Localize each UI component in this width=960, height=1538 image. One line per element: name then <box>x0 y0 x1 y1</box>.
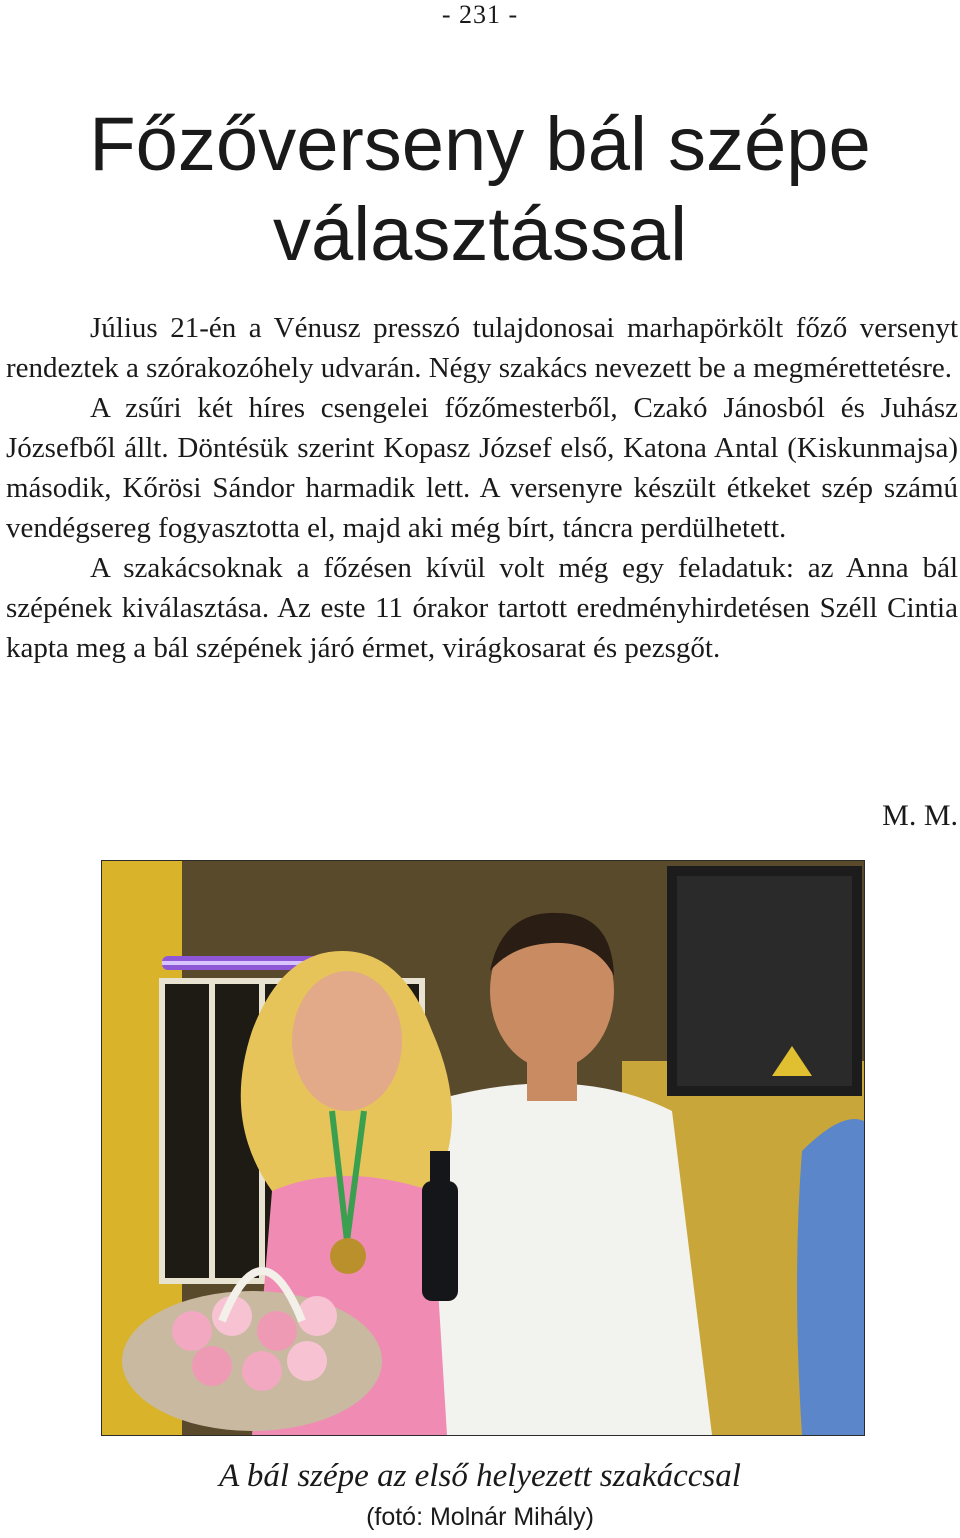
article-body <box>6 308 958 668</box>
paragraph-1: Július 21-én a Vénusz presszó tulajdonosai marhapörkölt főző versenyt rendeztek a szórakozóhely udvarán. Négy szakács nevezett be a megmérettetésre. <box>6 312 958 384</box>
paragraph-2: A zsűri két híres csengelei főzőmesterből, Czakó Jánosból és Juhász Józsefből állt. Döntésük szerint Kopasz József első, Katona Antal (Kiskunmajsa) második, Kőrösi Sándor harmadik lett. A versenyre készült étkeket szép számú vendégsereg fogyasztotta el, majd aki még bírt, táncra perdülhetett. <box>6 392 958 544</box>
photo-credit: (fotó: Molnár Mihály) <box>366 1503 594 1531</box>
paragraph-3: A szakácsoknak a főzésen kívül volt még egy feladatuk: az Anna bál szépének kiválasztása. Az este 11 órakor tartott eredményhirdetésen Széll Cintia kapta meg a bál szépének járó érmet, virágkosarat és pezsgőt. <box>6 552 958 664</box>
medal <box>330 1238 366 1274</box>
blue-shirt-person <box>797 1119 864 1435</box>
champagne-bottle <box>422 1181 458 1301</box>
article-title-line-1: Főzőverseny bál szépe <box>89 102 871 187</box>
article-photo <box>101 860 865 1436</box>
author-signature: M. M. <box>882 799 958 832</box>
page-number: - 231 - <box>441 0 519 29</box>
article-title-line-2: választással <box>273 192 687 277</box>
photo-caption: A bál szépe az első helyezett szakáccsal <box>219 1458 741 1494</box>
article-title <box>0 100 960 280</box>
photo-illustration <box>102 861 864 1435</box>
